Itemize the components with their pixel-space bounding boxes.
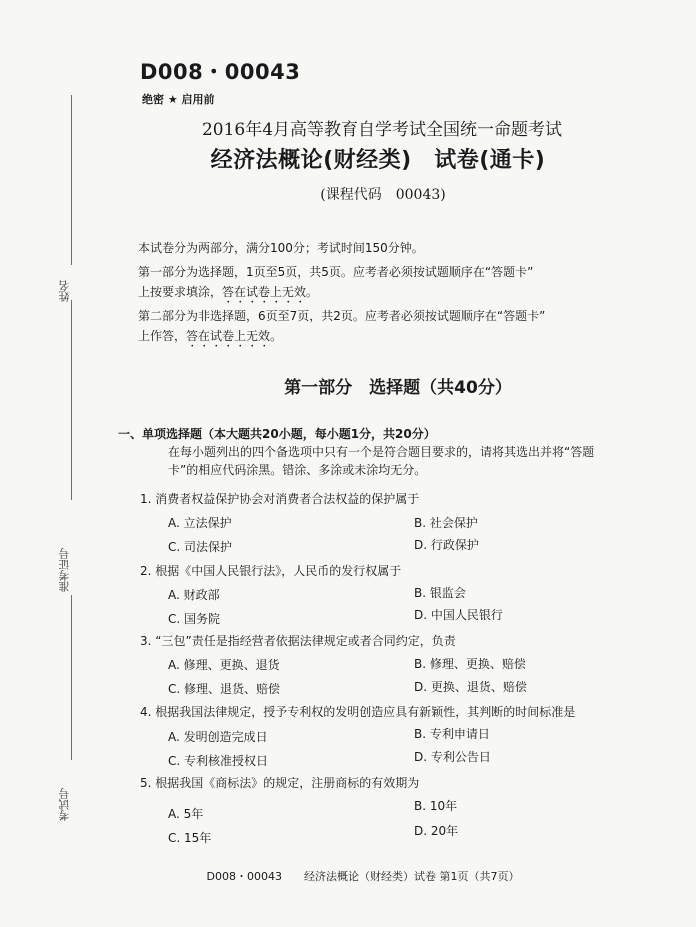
- question-2-stem: 2. 根据《中国人民银行法》，人民币的发行权属于: [140, 564, 402, 578]
- paper-title: 经济法概论(财经类) 试卷(通卡): [210, 148, 546, 173]
- question-5-option-c: C. 15年: [168, 831, 212, 845]
- part-one-heading: 第一部分 选择题（共40分）: [284, 378, 512, 398]
- section-heading: 一、单项选择题（本大题共20小题，每小题1分，共20分）: [118, 427, 436, 441]
- question-2-option-b: B. 银监会: [414, 586, 466, 600]
- question-4-option-b: B. 专利申请日: [414, 727, 490, 741]
- instruction-line-4: 第二部分为非选择题，6页至7页，共2页。应考者必须按试题顺序在“答题卡”: [138, 309, 546, 323]
- question-2-option-d: D. 中国人民银行: [414, 608, 503, 622]
- name-label: 姓名: [58, 280, 71, 302]
- page-footer: D008・00043 经济法概论（财经类）试卷 第1页（共7页）: [206, 870, 520, 883]
- instruction-line-3: [138, 283, 668, 306]
- instruction-emphasis-2: 答在试卷上无效: [186, 329, 271, 343]
- question-2-option-c: C. 国务院: [168, 612, 221, 626]
- seat-line: [71, 595, 72, 760]
- instruction-line-5-end: 。: [270, 329, 283, 343]
- question-4-option-d: D. 专利公告日: [414, 750, 491, 764]
- question-4-option-c: C. 专利核准授权日: [168, 754, 269, 768]
- ticket-label: 准考证号: [58, 548, 71, 592]
- section-description-line-2: 卡”的相应代码涂黑。错涂、多涂或未涂均无分。: [168, 463, 427, 477]
- instruction-line-5: [138, 327, 668, 350]
- question-5-stem: 5. 根据我国《商标法》的规定，注册商标的有效期为: [140, 776, 420, 790]
- instruction-line-2: 第一部分为选择题，1页至5页，共5页。应考者必须按试题顺序在“答题卡”: [138, 265, 534, 279]
- section-description: [168, 443, 668, 479]
- question-3-option-c: C. 修理、退货、赔偿: [168, 682, 281, 696]
- ticket-line: [71, 300, 72, 500]
- section-description-line-1: 在每小题列出的四个备选项中只有一个是符合题目要求的，请将其选出并将“答题: [168, 445, 595, 459]
- question-1-option-b: B. 社会保护: [414, 516, 478, 530]
- seat-label: 考试号: [58, 788, 71, 821]
- question-5-option-a: A. 5年: [168, 807, 204, 821]
- question-4-option-a: A. 发明创造完成日: [168, 730, 268, 744]
- question-3-option-d: D. 更换、退货、赔偿: [414, 680, 527, 694]
- exam-title: 2016年4月高等教育自学考试全国统一命题考试: [201, 120, 563, 140]
- secret-label: 绝密 ★ 启用前: [142, 93, 215, 106]
- question-4-stem: 4. 根据我国法律规定，授予专利权的发明创造应具有新颖性，其判断的时间标准是: [140, 705, 576, 719]
- instruction-emphasis-1: 答在试卷上无效: [222, 285, 307, 299]
- question-3-stem: 3. “三包”责任是指经营者依据法律规定或者合同约定，负责: [140, 634, 456, 648]
- question-5-option-d: D. 20年: [414, 824, 459, 838]
- question-3-option-a: A. 修理、更换、退货: [168, 658, 280, 672]
- question-5-option-b: B. 10年: [414, 799, 458, 813]
- question-1-option-a: A. 立法保护: [168, 516, 232, 530]
- question-1-option-c: C. 司法保护: [168, 540, 233, 554]
- course-code: (课程代码 00043): [320, 187, 446, 203]
- question-3-option-b: B. 修理、更换、赔偿: [414, 657, 526, 671]
- instruction-line-3-start: 上按要求填涂，: [138, 285, 223, 299]
- question-1-option-d: D. 行政保护: [414, 538, 479, 552]
- instruction-line-1: 本试卷分为两部分，满分100分；考试时间150分钟。: [138, 241, 424, 255]
- instruction-line-3-end: 。: [306, 285, 319, 299]
- question-1-stem: 1. 消费者权益保护协会对消费者合法权益的保护属于: [140, 492, 420, 506]
- question-2-option-a: A. 财政部: [168, 588, 220, 602]
- paper-code: D008・00043: [140, 60, 301, 84]
- instruction-line-5-start: 上作答，: [138, 329, 187, 343]
